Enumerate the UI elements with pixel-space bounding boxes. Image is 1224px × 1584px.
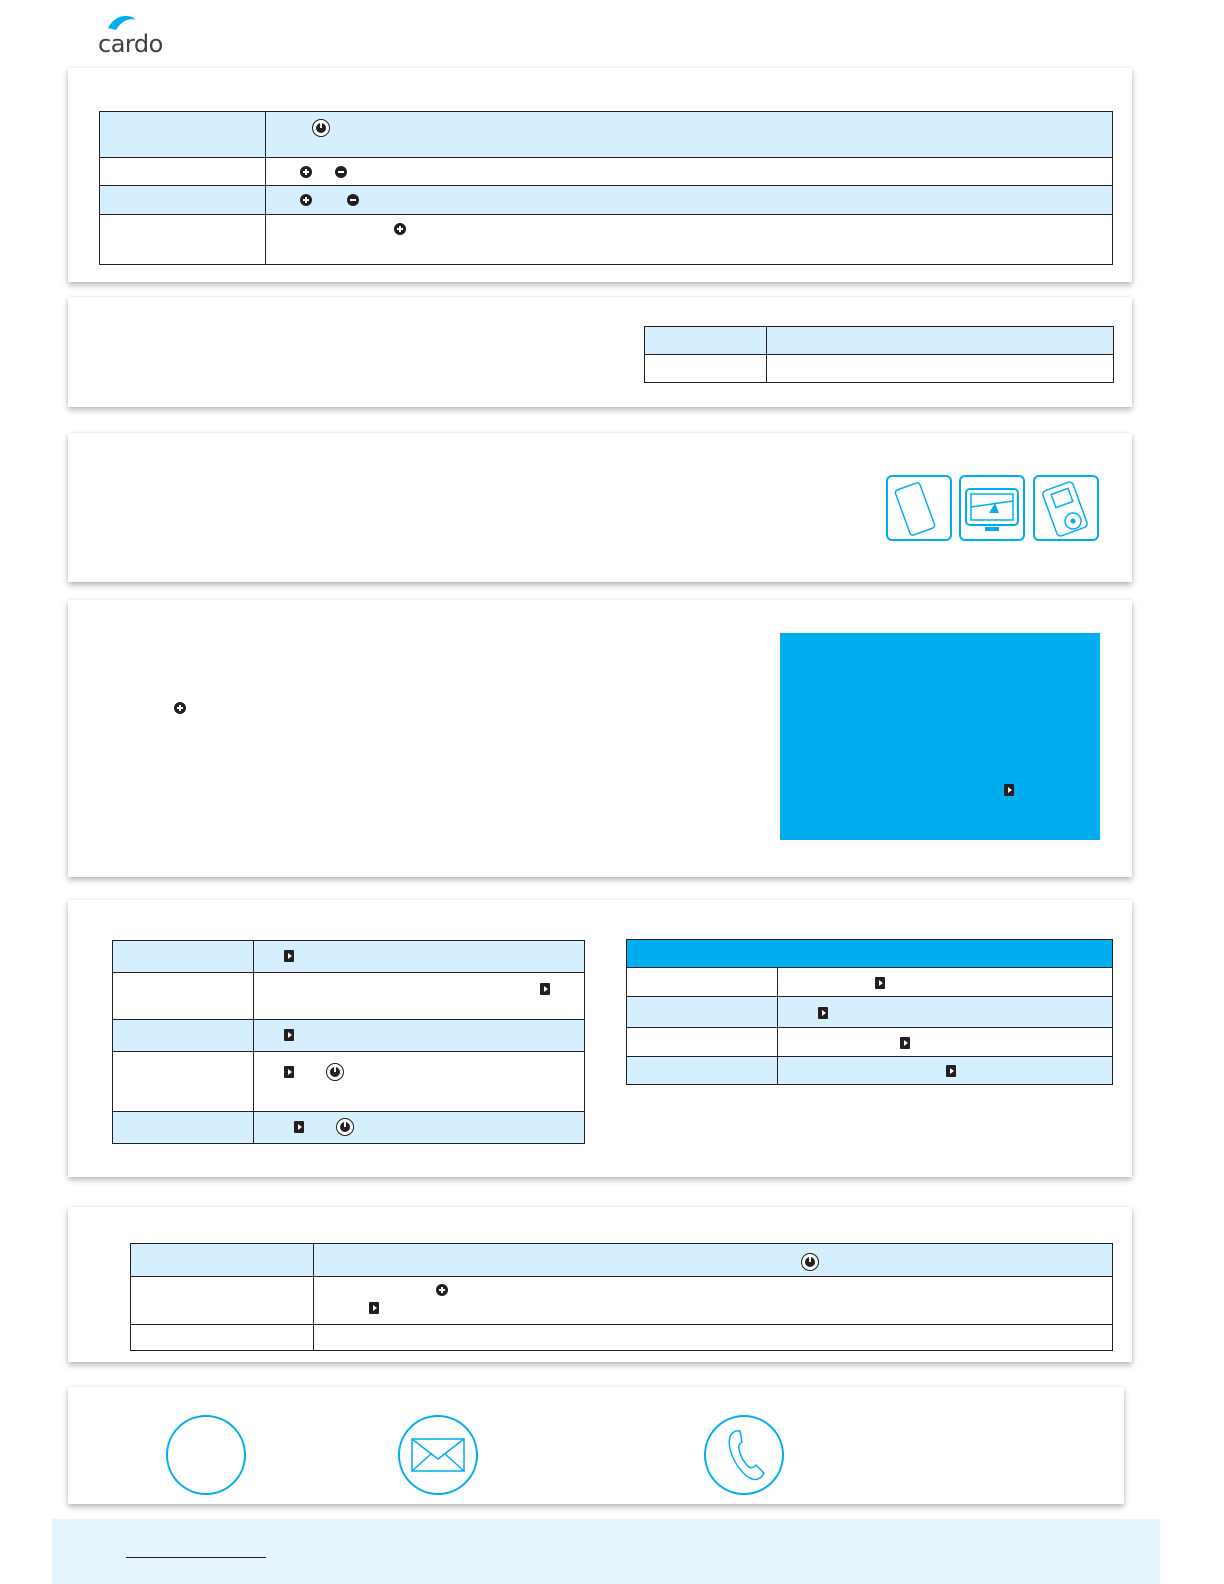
- volume-up-icon: [436, 1284, 448, 1296]
- mobile-button-icon: [875, 977, 885, 989]
- table-cell: [266, 158, 1113, 186]
- gps-glyph: [961, 477, 1023, 539]
- table-cell: [627, 968, 778, 997]
- cardo-wordmark: cardo: [98, 30, 163, 58]
- mobile-button-icon: [284, 1066, 294, 1078]
- music-controls-table: [626, 939, 1113, 1085]
- table-row: [131, 1277, 1113, 1325]
- settings-table: [130, 1243, 1113, 1351]
- table-row: [113, 1052, 585, 1112]
- mp3-glyph: [1035, 477, 1097, 539]
- table-row: [627, 997, 1113, 1028]
- info-callout-box: [780, 633, 1100, 840]
- power-button-icon: [801, 1253, 819, 1271]
- table-cell: [113, 973, 254, 1020]
- table-cell: [778, 1028, 1113, 1057]
- mp3-player-icon: [1033, 475, 1099, 541]
- table-cell: [314, 1277, 1113, 1325]
- mobile-button-icon: [284, 950, 294, 962]
- volume-up-icon: [300, 194, 312, 206]
- table-cell: [100, 158, 266, 186]
- table-cell: [266, 112, 1113, 158]
- volume-up-icon: [174, 702, 186, 714]
- mobile-button-icon: [900, 1037, 910, 1049]
- table-cell: [113, 1112, 254, 1144]
- power-button-icon: [336, 1118, 354, 1136]
- table-row: [100, 158, 1113, 186]
- table-cell: [254, 1020, 585, 1052]
- table-cell: [645, 355, 767, 383]
- smartphone-icon: [886, 475, 952, 541]
- table-row: [113, 1020, 585, 1052]
- table-cell: [767, 327, 1114, 355]
- table-row: [627, 940, 1113, 968]
- table-cell: [113, 1020, 254, 1052]
- table-row: [627, 1057, 1113, 1085]
- mobile-button-icon: [818, 1007, 828, 1019]
- table-cell: [113, 1052, 254, 1112]
- table-row: [113, 941, 585, 973]
- table-cell: [254, 973, 585, 1020]
- table-row: [100, 112, 1113, 158]
- table-cell: [100, 186, 266, 215]
- table-cell: [645, 327, 767, 355]
- table-row: [131, 1244, 1113, 1277]
- mobile-button-icon: [540, 983, 550, 995]
- phone-glyph: [706, 1417, 782, 1493]
- table-cell: [314, 1244, 1113, 1277]
- volume-up-icon: [394, 223, 406, 235]
- table-cell: [627, 1057, 778, 1085]
- table-cell: [100, 112, 266, 158]
- table-cell: [778, 968, 1113, 997]
- table-row: [100, 186, 1113, 215]
- volume-up-icon: [300, 166, 312, 178]
- table-row: [645, 327, 1114, 355]
- footer-link-underline[interactable]: [126, 1557, 266, 1558]
- table-cell: [131, 1325, 314, 1351]
- basic-controls-table: [99, 111, 1113, 265]
- table-cell: [778, 1057, 1113, 1085]
- table-row: [131, 1325, 1113, 1351]
- gps-navigator-icon: [959, 475, 1025, 541]
- table-cell: [627, 997, 778, 1028]
- volume-down-icon: [347, 194, 359, 206]
- footer-bar: [52, 1519, 1160, 1584]
- table-cell: [266, 215, 1113, 265]
- table-cell: [113, 941, 254, 973]
- mail-icon[interactable]: [398, 1415, 478, 1495]
- mobile-button-icon: [369, 1302, 379, 1314]
- table-cell: [254, 941, 585, 973]
- power-button-icon: [326, 1063, 344, 1081]
- table-row: [113, 973, 585, 1020]
- table-cell: [100, 215, 266, 265]
- mobile-button-icon: [294, 1121, 304, 1133]
- mobile-controls-table: [112, 940, 585, 1144]
- volume-down-icon: [335, 166, 347, 178]
- table-row: [113, 1112, 585, 1144]
- web-icon[interactable]: [166, 1415, 246, 1495]
- small-table: [644, 326, 1114, 383]
- table-row: [645, 355, 1114, 383]
- table-cell: [131, 1244, 314, 1277]
- cardo-logo: [96, 14, 176, 60]
- table-row: [627, 1028, 1113, 1057]
- table-cell: [314, 1325, 1113, 1351]
- table-cell: [254, 1052, 585, 1112]
- table-row: [627, 968, 1113, 997]
- mobile-button-icon: [1004, 784, 1014, 796]
- mail-glyph: [400, 1417, 476, 1493]
- table-cell: [627, 1028, 778, 1057]
- mobile-button-icon: [946, 1065, 956, 1077]
- table-cell: [266, 186, 1113, 215]
- table-cell: [131, 1277, 314, 1325]
- phone-icon[interactable]: [704, 1415, 784, 1495]
- mobile-button-icon: [284, 1029, 294, 1041]
- table-cell: [778, 997, 1113, 1028]
- smartphone-glyph: [888, 477, 950, 539]
- table-row: [100, 215, 1113, 265]
- table-cell: [767, 355, 1114, 383]
- table-header: [627, 940, 1113, 968]
- power-button-icon: [312, 119, 330, 137]
- table-cell: [254, 1112, 585, 1144]
